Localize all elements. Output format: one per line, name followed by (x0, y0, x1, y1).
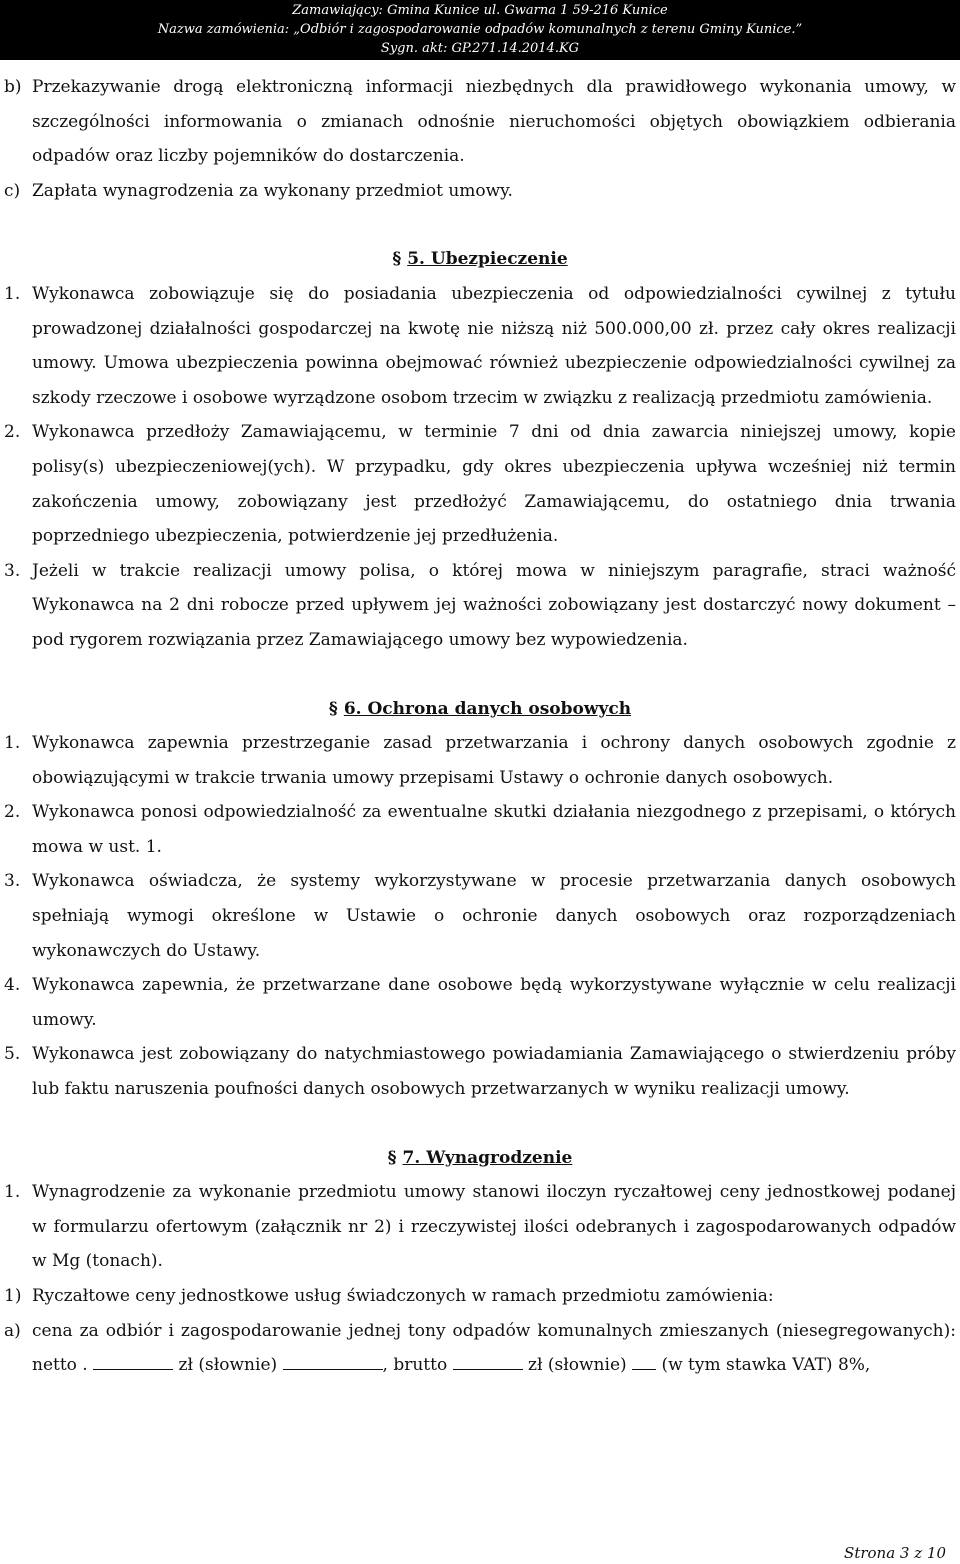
list-text: Wykonawca zobowiązuje się do posiadania ubezpieczenia od odpowiedzialności cywilnej z tytułu prowadzonej działalności gospodarczej na kwotę nie niższą niż 500.000,00 zł. przez cały okres realizacji umowy. Umowa ubezpieczenia powinna obejmować również ubezpieczenie odpowiedzialności cywilnej za szkody rzeczowe i osobowe wyrządzone osobom trzecim w związku z realizacją przedmiotu zamówienia. (32, 283, 956, 408)
list-item (4, 554, 956, 658)
list-text: Zapłata wynagrodzenia za wykonany przedmiot umowy. (32, 180, 513, 201)
list-marker: 3. (4, 871, 21, 892)
list-item (4, 968, 956, 1037)
list-marker: c) (4, 180, 21, 201)
list-text: Wykonawca przedłoży Zamawiającemu, w terminie 7 dni od dnia zawarcia niniejszej umowy, kopie polisy(s) ubezpieczeniowej(ych). W przypadku, gdy okres ubezpieczenia upływa wcześniej niż termin zakończenia umowy, zobowiązany jest przedłożyć Zamawiającemu, do ostatniego dnia trwania poprzedniego ubezpieczenia, potwierdzenie jej przedłużenia. (32, 422, 956, 547)
paragraph-sign: § (387, 1147, 397, 1168)
list-text: Wykonawca jest zobowiązany do natychmiastowego powiadamiania Zamawiającego o stwierdzeniu próby lub faktu naruszenia poufności danych osobowych przetwarzanych w wyniku realizacji umowy. (32, 1044, 956, 1100)
gross-price-words-field[interactable] (632, 1352, 656, 1370)
list-text: Wynagrodzenie za wykonanie przedmiotu umowy stanowi iloczyn ryczałtowej ceny jednostkowej podanej w formularzu ofertowym (załącznik nr 2) i rzeczywistej ilości odebranych i zagospodarowanych odpadów w Mg (tonach). (32, 1182, 956, 1272)
section-title-text: 5. Ubezpieczenie (407, 249, 568, 270)
page-header (0, 0, 960, 60)
list-text: Wykonawca ponosi odpowiedzialność za ewentualne skutki działania niezgodnego z przepisami, o których mowa w ust. 1. (32, 802, 956, 857)
section-title-text: 7. Wynagrodzenie (402, 1147, 573, 1168)
list-item (4, 1037, 956, 1106)
list-item (4, 174, 956, 209)
section-title-text: 6. Ochrona danych osobowych (343, 698, 632, 719)
header-client: Zamawiający: Gmina Kunice ul. Gwarna 1 59-216 Kunice (292, 3, 668, 18)
list-item (4, 1279, 956, 1314)
list-marker: b) (4, 77, 22, 97)
gross-label: , brutto (382, 1355, 448, 1376)
list-marker: 4. (4, 975, 21, 996)
list-marker: 5. (4, 1044, 21, 1065)
list-marker: 3. (4, 560, 21, 581)
list-marker: 1. (4, 733, 21, 754)
list-marker: 1) (4, 1286, 22, 1306)
list-marker: 2. (4, 802, 21, 823)
currency-in-words-label: zł (słownie) (528, 1355, 627, 1376)
list-item (4, 726, 956, 795)
list-text: Wykonawca zapewnia, że przetwarzane dane osobowe będą wykorzystywane wyłącznie w celu realizacji umowy. (32, 975, 956, 1030)
currency-in-words-label: zł (słownie) (178, 1355, 278, 1376)
list-text-fillable (32, 1314, 956, 1383)
header-order-name: Nazwa zamówienia: „Odbiór i zagospodarowanie odpadów komunalnych z terenu Gminy Kunice.” (157, 22, 803, 37)
list-item (4, 1314, 956, 1383)
list-marker: a) (4, 1320, 21, 1341)
page-number: Strona 3 z 10 (844, 1544, 946, 1562)
section-title-insurance (4, 242, 956, 277)
vat-included-label: (w tym (661, 1355, 721, 1376)
price-text-intro: cena za odbiór i zagospodarowanie jednej tony odpadów komunalnych zmieszanych (niesegregowanych): netto . (32, 1320, 956, 1376)
document-body (0, 60, 960, 1383)
list-item (4, 864, 956, 968)
paragraph-sign: § (328, 698, 338, 719)
list-item (4, 795, 956, 864)
list-item (4, 70, 956, 174)
section-title-remuneration (4, 1141, 956, 1176)
section-title-data-protection (4, 692, 956, 727)
list-text: Przekazywanie drogą elektroniczną informacji niezbędnych dla prawidłowego wykonania umowy, w szczególności informowania o zmianach odnośnie nieruchomości objętych obowiązkiem odbierania odpadów oraz liczby pojemników do dostarczenia. (32, 77, 956, 167)
list-text: Wykonawca oświadcza, że systemy wykorzystywane w procesie przetwarzania danych osobowych spełniają wymogi określone w Ustawie o ochronie danych osobowych oraz rozporządzeniach wykonawczych do Ustawy. (32, 871, 956, 961)
gross-price-field[interactable] (453, 1352, 523, 1370)
list-item (4, 277, 956, 415)
list-text: Ryczałtowe ceny jednostkowe usług świadczonych w ramach przedmiotu zamówienia: (32, 1286, 774, 1306)
paragraph-sign: § (392, 249, 402, 270)
list-text: Wykonawca zapewnia przestrzeganie zasad przetwarzania i ochrony danych osobowych zgodnie z obowiązującymi w trakcie trwania umowy przepisami Ustawy o ochronie danych osobowych. (32, 733, 956, 788)
vat-rate-text: stawka VAT) 8%, (726, 1355, 871, 1376)
net-price-field[interactable] (93, 1352, 173, 1370)
list-marker: 1. (4, 1182, 21, 1203)
list-text: Jeżeli w trakcie realizacji umowy polisa, o której mowa w niniejszym paragrafie, straci ważność Wykonawca na 2 dni robocze przed upływem jej ważności zobowiązany jest dostarczyć nowy dokument – pod rygorem rozwiązania przez Zamawiającego umowy bez wypowiedzenia. (32, 560, 956, 650)
list-item (4, 1175, 956, 1279)
header-reference: Sygn. akt: GP.271.14.2014.KG (380, 41, 580, 56)
list-item (4, 415, 956, 553)
list-marker: 2. (4, 422, 21, 443)
net-price-words-field[interactable] (283, 1352, 383, 1370)
list-marker: 1. (4, 283, 21, 304)
